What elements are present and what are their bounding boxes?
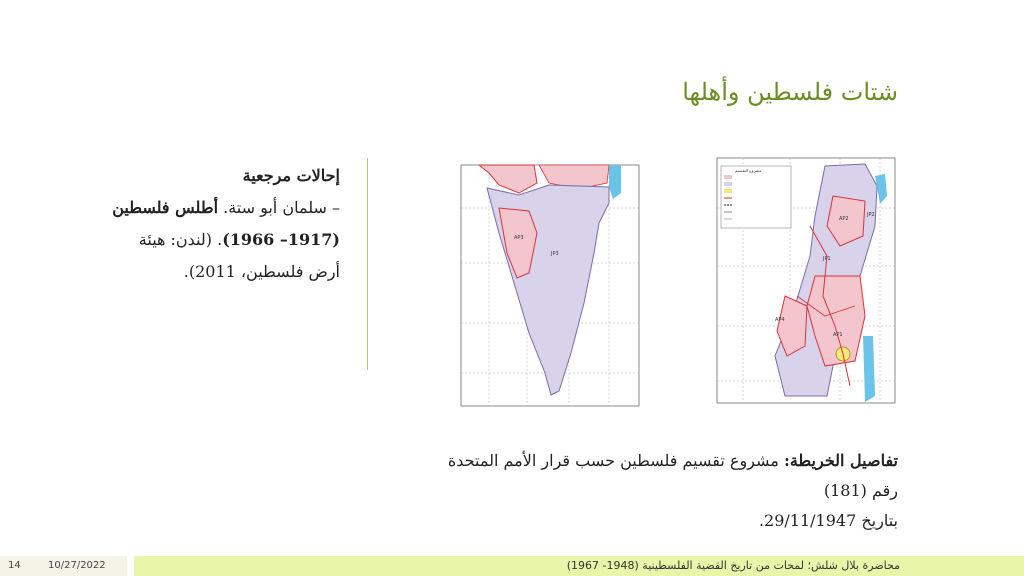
label-ap2: AP2 [839, 216, 849, 222]
label-jp1: JP1 [823, 256, 831, 262]
label-jp2: JP2 [867, 212, 875, 218]
slide-title: شتات فلسطين وأهلها [682, 78, 898, 106]
label-ap3: AP3 [514, 235, 524, 241]
footer-left [0, 556, 127, 576]
map-caption [440, 446, 898, 536]
reference-years: (1917– 1966) [222, 230, 340, 249]
footer-right [134, 556, 1024, 576]
footer-text: محاضرة بلال شلش؛ لمحات من تاريخ القضية الفلسطينية (1948- 1967) [566, 559, 900, 572]
reference-author: – سلمان أبو ستة. [218, 198, 340, 217]
caption-text: مشروع تقسيم فلسطين حسب قرار الأمم المتحدة رقم (181) [447, 451, 898, 500]
negev-map-svg [459, 163, 641, 410]
references-heading: إحالات مرجعية [242, 166, 340, 185]
legend-title: مشروع التقسيم [735, 168, 762, 173]
reference-line-3: أرض فلسطين، 2011). [183, 262, 340, 281]
reference-publisher: . (لندن: هيئة [138, 230, 223, 249]
page-number: 14 [8, 560, 21, 571]
label-ap1: AP1 [833, 332, 843, 338]
references-block [112, 160, 340, 288]
label-jp3: JP3 [551, 251, 559, 257]
caption-label: تفاصيل الخريطة: [783, 451, 898, 470]
map-image-negev [459, 163, 641, 410]
label-ap4: AP4 [775, 317, 785, 323]
map-image-partition [715, 156, 897, 407]
reference-book-title: أطلس فلسطين [112, 198, 219, 217]
reference-line-1 [112, 192, 340, 224]
caption-line-1 [440, 446, 898, 506]
partition-map-svg [715, 156, 897, 407]
reference-line-2 [118, 224, 340, 256]
caption-line-2: بتاريخ 29/11/1947. [758, 511, 898, 530]
divider-line [367, 158, 368, 370]
footer-date: 10/27/2022 [48, 560, 106, 571]
